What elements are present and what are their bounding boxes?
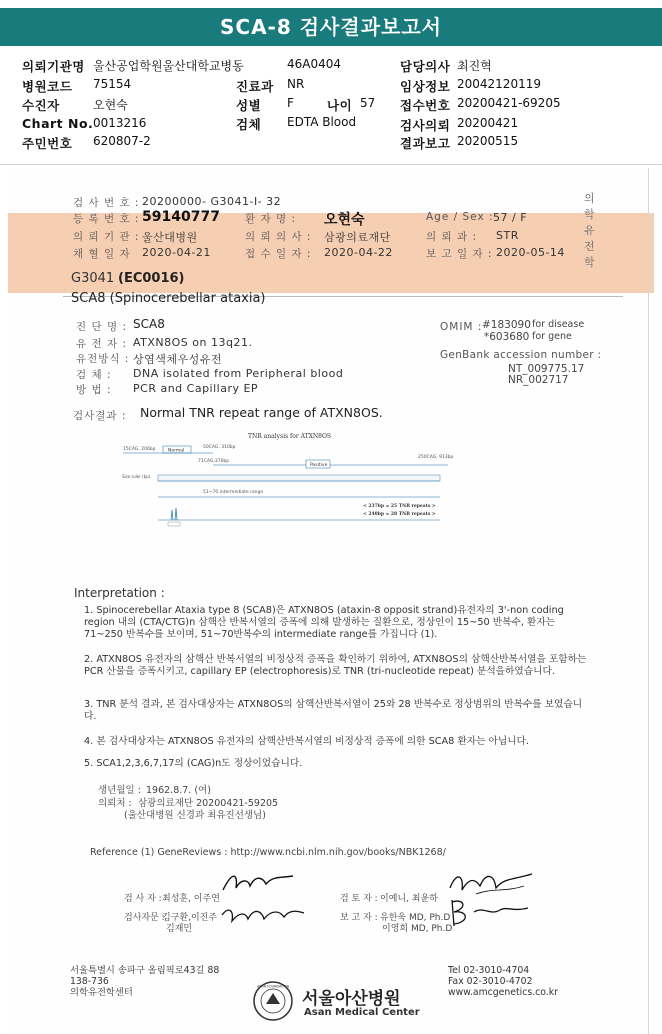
side-char-5: 학 (584, 256, 595, 269)
resident-value: 620807-2 (93, 134, 151, 148)
figure-peaks (171, 508, 177, 520)
reference: Reference (1) GeneReviews : http://www.ncbi.nlm.nih.gov/books/NBK1268/ (90, 847, 446, 858)
figure-ruler (158, 475, 440, 481)
age-label: 나이 (327, 98, 353, 113)
inst-value: 울산대병원 (142, 231, 198, 244)
result-value: Normal TNR repeat range of ATXN8OS. (140, 405, 383, 420)
collector-value: 오현숙 (93, 98, 128, 112)
institution-id-value: 46A0404 (287, 57, 342, 71)
specimen-value: EDTA Blood (287, 115, 357, 129)
collect-date-value: 2020-04-21 (142, 246, 211, 259)
reviewer-signature (446, 868, 536, 898)
report-date-value: 20200515 (457, 134, 519, 148)
exam-no-label: 검 사 번 호 : (73, 197, 140, 209)
receipt-value: 20200421-69205 (457, 96, 561, 110)
patient-name-value: 오현숙 (324, 212, 365, 228)
inst-label: 의 뢰 기 관 : (73, 231, 140, 243)
scanned-report (8, 168, 654, 1034)
address-line-3: 의학유전학센터 (70, 987, 133, 998)
asan-foundation-seal (252, 980, 294, 1022)
hospital-logo-ko: 서울아산병원 (302, 989, 401, 1009)
department-label: 진료과 (236, 79, 274, 94)
req-doctor-value: 삼광의료재단 (324, 231, 391, 244)
report-date-doc-label: 보 고 일 자 : (426, 248, 493, 260)
diagnosis-label: 진 단 명 : (76, 321, 127, 333)
side-char-4: 전 (584, 240, 595, 253)
figure-positive-label: Positive (310, 463, 328, 468)
advisor-value-2: 김재민 (166, 924, 193, 934)
result-label: 검사결과 : (73, 410, 127, 422)
side-char-1: 의 (584, 192, 595, 205)
header-divider (0, 164, 662, 165)
request-label: 검사의뢰 (400, 118, 451, 133)
institution-label: 의뢰기관명 (22, 59, 85, 74)
chart-no-label: Chart No. (22, 116, 94, 131)
address-line-2: 138-736 (70, 976, 109, 987)
side-char-3: 유 (584, 224, 595, 237)
report-title: SCA-8 검사결과보고서 (0, 8, 662, 46)
advisor-label: 검사자문 : (124, 913, 165, 923)
tester-signature (218, 868, 298, 896)
receipt-label: 접수번호 (400, 98, 451, 113)
hospital-code-value: 75154 (93, 77, 132, 91)
req-dept-label: 의 뢰 과 : (426, 231, 477, 243)
genbank-id-1: NT_009775.17 (508, 363, 585, 375)
method-value: PCR and Capillary EP (133, 382, 259, 395)
chart-no-value: 0013216 (93, 116, 147, 130)
omim-gene-note: for gene (532, 331, 572, 342)
doctor-value: 최진혁 (457, 59, 492, 73)
figure-size-label-2: 50CAG, 310bp (203, 445, 236, 450)
age-sex-value: 57 / F (493, 211, 528, 224)
requester-value: 삼광의료재단 20200421-59205 (138, 798, 279, 809)
institution-value: 울산공업학원울산대학교병동 (93, 59, 244, 73)
advisor-signature (218, 901, 308, 929)
figure-ruler-label: Size ruler (bp) (122, 474, 151, 479)
req-dept-value: STR (496, 229, 519, 242)
method-label: 방 법 : (76, 384, 112, 396)
figure-size-label-1: 15CAG, 206bp (123, 447, 156, 452)
figure-result-1: < 237bp = 25 TNR repeats > (363, 504, 436, 509)
interpretation-title: Interpretation : (74, 586, 165, 600)
inheritance-label: 유전방식 : (76, 353, 130, 365)
receive-date-label: 접 수 일 자 : (245, 248, 312, 260)
report-date-doc-value: 2020-05-14 (496, 246, 565, 259)
seal-text: ASAN FOUNDATION (256, 984, 290, 989)
reg-no-value: 59140777 (142, 209, 220, 225)
reviewer-label: 검 토 자 : (340, 894, 378, 904)
fax: Fax 02-3010-4702 (448, 976, 533, 987)
omim-label: OMIM : (440, 321, 483, 333)
omim-gene-id: *603680 (484, 331, 530, 343)
req-doctor-label: 의 뢰 의 사 : (245, 231, 312, 243)
figure-peak-label-box (168, 522, 180, 526)
age-sex-label: Age / Sex : (426, 211, 494, 223)
interpretation-item-5: 5. SCA1,2,3,6,7,17의 (CAG)n도 정상이었습니다. (84, 758, 303, 769)
interpretation-item-1: 1. Spinocerebellar Ataxia type 8 (SCA8)은 ATXN8OS (ataxin-8 opposit strand)유전자의 3'-non coding region 내의 (CTA/CTG)n 삼핵산 반복서열의 증폭에 의해 발생하는 질환으로, 정상인이 15~50 반복수, 환자는 71~250 반복수를 보이며, 51~70반복수의 intermediate range를 가집니다 (1). (84, 605, 564, 640)
requester-note: (울산대병원 신경과 최유진선생님) (124, 810, 266, 821)
test-code-2: (EC0016) (118, 271, 185, 286)
gene-value: ATXN8OS on 13q21. (133, 336, 253, 349)
tel: Tel 02-3010-4704 (448, 965, 530, 976)
age-value: 57 (360, 96, 376, 110)
specimen-label: 검체 (236, 117, 262, 132)
patient-name-label: 환 자 명 : (245, 213, 296, 225)
reporter-value-1: 유한욱 MD, Ph.D (380, 913, 451, 923)
figure-intermediate-label: 51~70 intermediate range (203, 490, 264, 495)
genbank-label: GenBank accession number : (440, 349, 602, 361)
hospital-logo-en: Asan Medical Center (304, 1007, 420, 1018)
report-date-label: 결과보고 (400, 136, 451, 151)
side-char-2: 학 (584, 208, 595, 221)
clinical-label: 임상정보 (400, 79, 451, 94)
figure-size-label-4: 250CAG, 913bp (418, 455, 454, 460)
doctor-label: 담당의사 (400, 59, 451, 74)
clinical-value: 20042120119 (457, 77, 541, 91)
inheritance-value: 상염색체우성유전 (133, 353, 223, 366)
collect-date-label: 채 혈 일 자 (73, 248, 131, 260)
address-line-1: 서울특별시 송파구 올림픽로43길 88 (70, 965, 220, 976)
specimen-doc-label: 검 체 : (76, 369, 112, 381)
interpretation-item-4: 4. 본 검사대상자는 ATXN8OS 유전자의 삼핵산반복서열의 비정상적 증폭에 의한 SCA8 환자는 아닙니다. (84, 736, 530, 747)
website: www.amcgenetics.co.kr (448, 987, 558, 998)
omim-disease-id: #183090 (482, 319, 531, 331)
receive-date-value: 2020-04-22 (324, 246, 393, 259)
reviewer-value: 이예니, 최윤하 (380, 894, 438, 904)
exam-no-value: 20200000- G3041-I- 32 (142, 195, 282, 208)
interpretation-item-3: 3. TNR 분석 결과, 본 검사대상자는 ATXN8OS의 삼핵산반복서열이 25와 28 반복수로 정상범위의 반복수를 보였습니다. (84, 699, 583, 722)
tnr-analysis-figure (118, 430, 454, 545)
figure-size-label-3: 71CAG,376bp (198, 459, 230, 464)
tester-label: 검 사 자 : (124, 894, 162, 904)
test-name: SCA8 (Spinocerebellar ataxia) (71, 291, 266, 306)
reg-no-label: 등 록 번 호 : (73, 213, 140, 225)
test-code: G3041 (71, 271, 115, 286)
resident-label: 주민번호 (22, 136, 73, 151)
genbank-id-2: NR_002717 (508, 374, 569, 386)
requester-label: 의뢰처 : (98, 798, 132, 809)
hospital-code-label: 병원코드 (22, 79, 73, 94)
request-value: 20200421 (457, 116, 519, 130)
reporter-value-2: 이영희 MD, Ph.D (382, 924, 453, 934)
figure-title: TNR analysis for ATXN8OS (248, 433, 331, 440)
reporter-label: 보 고 자 : (340, 913, 378, 923)
diagnosis-value: SCA8 (133, 317, 165, 331)
gene-label: 유 전 자 : (76, 338, 127, 350)
collector-label: 수진자 (22, 98, 60, 113)
specimen-doc-value: DNA isolated from Peripheral blood (133, 367, 344, 380)
sex-label: 성별 (236, 98, 262, 113)
birth-value: 1962.8.7. (여) (146, 785, 211, 796)
tester-value: 최성훈, 이주연 (162, 894, 220, 904)
doc-edge (648, 168, 649, 1034)
department-value: NR (287, 77, 305, 91)
figure-result-2: < 248bp = 28 TNR repeats > (363, 512, 436, 517)
sex-value: F (287, 96, 294, 110)
advisor-value-1: 김구환,이진주 (162, 913, 218, 923)
reporter-signature (444, 896, 534, 930)
birth-label: 생년월일 : (98, 785, 141, 796)
interpretation-item-2: 2. ATXN8OS 유전자의 삼핵산 반복서열의 비정상적 증폭을 확인하기 위하여, ATXN8OS의 삼핵산반복서열을 포함하는 PCR 산물을 증폭시키고, capillary EP (electrophoresis)로 TNR (tri-nucleotide repeat) 분석을하였습니다. (84, 654, 587, 677)
omim-disease-note: for disease (532, 319, 585, 330)
figure-normal-label: Normal (168, 448, 185, 454)
